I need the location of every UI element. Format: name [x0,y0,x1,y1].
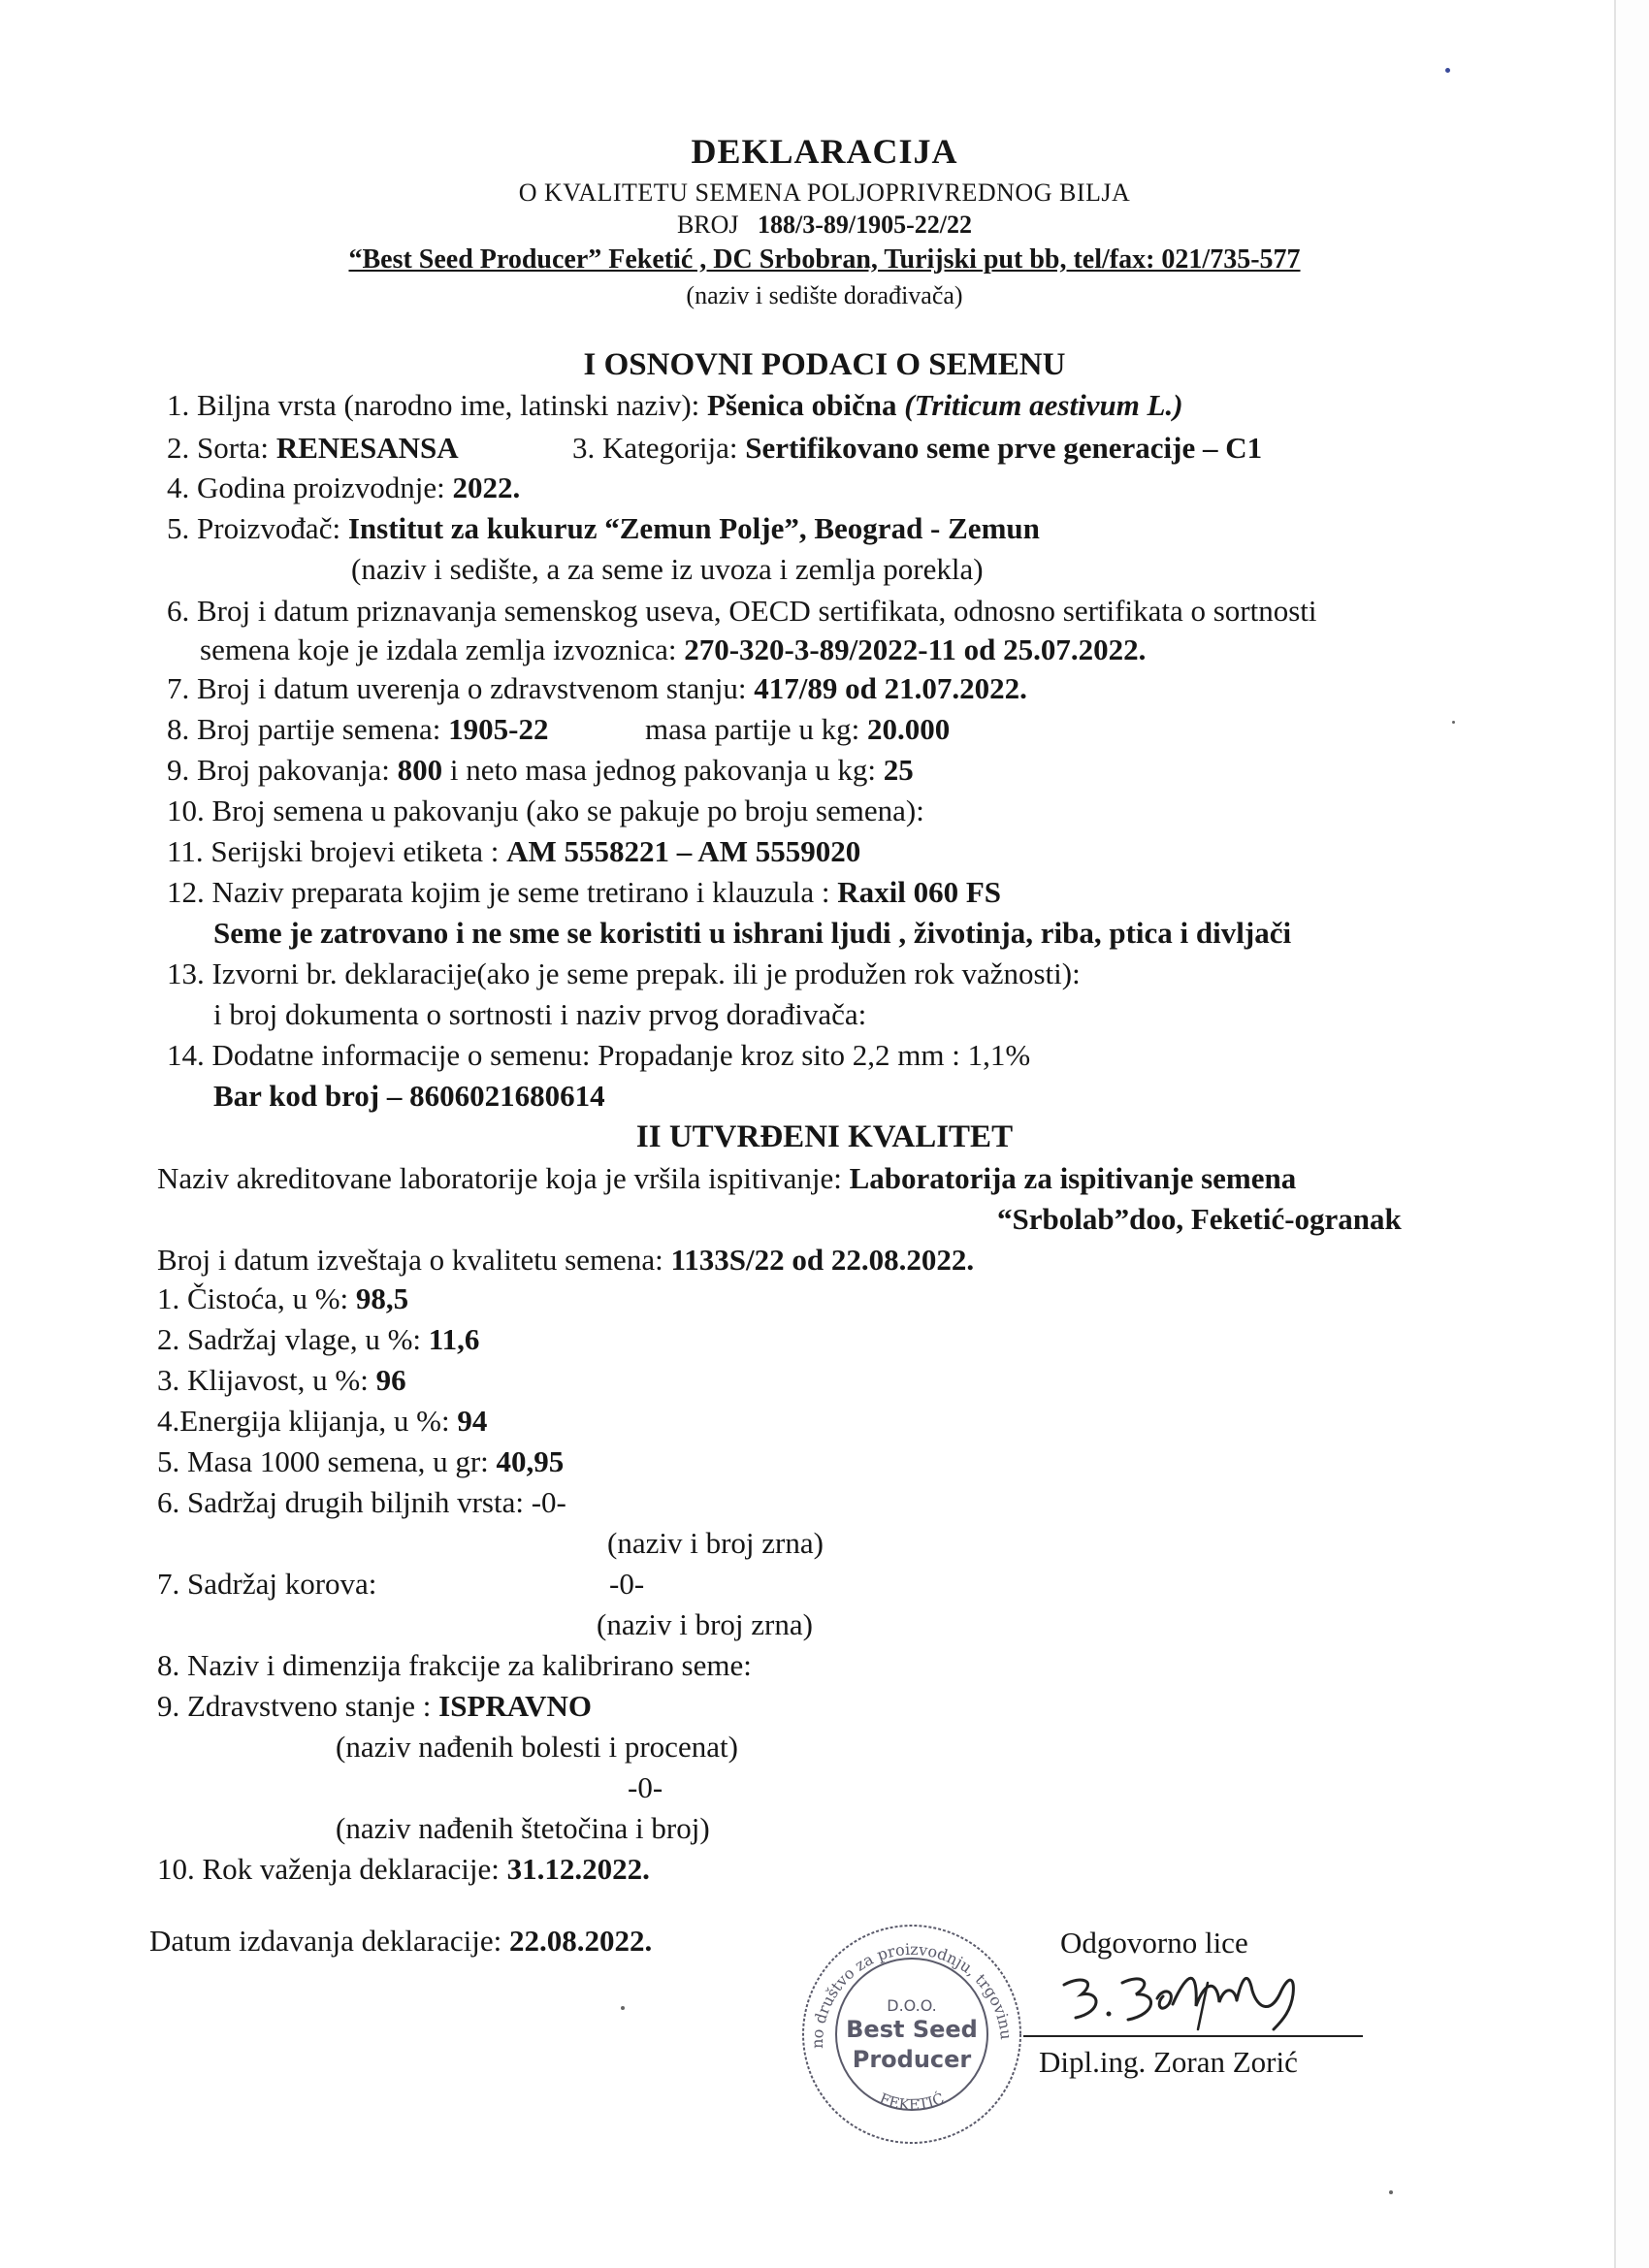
item-8-label: 8. Broj partije semena: [167,712,449,746]
item-4-value: 2022. [452,470,521,504]
quality-2 [157,1322,479,1357]
item-9-net-label: i neto masa jednog pakovanja u kg: [442,753,884,787]
item-7 [167,671,1027,706]
quality-7-value: -0- [609,1567,645,1601]
quality-1 [157,1281,408,1316]
doc-title: DEKLARACIJA [691,132,958,171]
item-2-value: RENESANSA [275,431,459,465]
issue-date-label: Datum izdavanja deklaracije: [149,1924,509,1958]
signature [1052,1961,1343,2039]
quality-5-label: 5. Masa 1000 semena, u gr: [157,1444,497,1478]
quality-9-label: 9. Zdravstveno stanje : [157,1689,439,1723]
stamp-svg [795,1916,1028,2149]
lab-label: Naziv akreditovane laboratorije koja je vršila ispitivanje: [157,1161,850,1195]
report-label: Broj i datum izveštaja o kvalitetu semena: [157,1243,671,1277]
quality-8: 8. Naziv i dimenzija frakcije za kalibrirano seme: [157,1648,752,1682]
processor-line: “Best Seed Producer” Feketić , DC Srbobran, Turijski put bb, tel/fax: 021/735-577 [348,244,1301,275]
responsible-name: Dipl.ing. Zoran Zorić [1039,2045,1298,2079]
item-2 [167,431,459,466]
quality-1-value: 98,5 [355,1281,409,1315]
item-9-net-value: 25 [883,753,914,787]
report-value: 1133S/22 od 22.08.2022. [670,1243,975,1277]
item-1-value: Pšenica obična [707,388,905,422]
doc-subtitle: O KVALITETU SEMENA POLJOPRIVREDNOG BILJA [518,178,1131,207]
stamp-line-2: Producer [852,2046,972,2073]
doc-number-label: BROJ [676,211,739,239]
responsible-label: Odgovorno lice [1060,1926,1248,1960]
issue-date-value: 22.08.2022. [508,1924,653,1958]
item-11 [167,834,860,869]
item-8-mass [645,712,950,747]
quality-6-note: (naziv i broj zrna) [607,1526,824,1560]
item-12-value: Raxil 060 FS [837,875,1001,909]
item-1-label: 1. Biljna vrsta (narodno ime, latinski naziv): [167,388,708,422]
item-13-line1: 13. Izvorni br. deklaracije(ako je seme prepak. ili je produžen rok važnosti): [167,956,1081,990]
quality-10-label: 10. Rok važenja deklaracije: [157,1852,507,1886]
quality-4-label: 4.Energija klijanja, u %: [157,1404,458,1438]
doc-number [0,211,1649,240]
item-8-mass-value: 20.000 [867,712,951,746]
item-13-line2: i broj dokumenta o sortnosti i naziv prvog dorađivača: [213,997,867,1031]
item-5 [167,511,1040,546]
item-9-label: 9. Broj pakovanja: [167,753,398,787]
stamp-line-1: Best Seed [846,2016,978,2043]
signature-svg [1052,1961,1343,2039]
item-6-value: 270-320-3-89/2022-11 od 25.07.2022. [684,632,1147,666]
quality-3-label: 3. Klijavost, u %: [157,1363,376,1397]
signature-line [1023,2035,1363,2037]
item-7-label: 7. Broj i datum uverenja o zdravstvenom stanju: [167,671,755,705]
quality-9 [157,1689,592,1724]
item-6-label: semena koje je izdala zemlja izvoznica: [200,632,685,666]
item-3-value: Sertifikovano seme prve generacije – C1 [745,431,1263,465]
quality-3-value: 96 [375,1363,406,1397]
scan-speck [1452,721,1455,724]
item-11-value: AM 5558221 – AM 5559020 [506,834,861,868]
item-2-label: 2. Sorta: [167,431,276,465]
section-2-title: II UTVRĐENI KVALITET [635,1119,1014,1154]
quality-5-value: 40,95 [496,1444,565,1478]
scan-speck [1389,2190,1393,2194]
item-7-value: 417/89 od 21.07.2022. [754,671,1027,705]
issue-date [149,1924,652,1959]
doc-number-value: 188/3-89/1905-22/22 [758,211,973,239]
item-8-mass-label: masa partije u kg: [645,712,867,746]
quality-9-value: ISPRAVNO [438,1689,593,1723]
quality-4-value: 94 [457,1404,488,1438]
quality-10-value: 31.12.2022. [506,1852,650,1886]
quality-7-note: (naziv i broj zrna) [597,1607,813,1641]
quality-7: 7. Sadržaj korova: [157,1567,377,1601]
scan-speck [1445,68,1450,73]
item-3 [572,431,1262,466]
item-6-line2 [200,632,1146,667]
processor-note: (naziv i sedište dorađivača) [686,281,963,309]
item-3-label: 3. Kategorija: [572,431,746,465]
item-14: 14. Dodatne informacije o semenu: Propadanje kroz sito 2,2 mm : 1,1% [167,1038,1031,1072]
item-8 [167,712,548,747]
report-line [157,1243,974,1278]
quality-3 [157,1363,406,1398]
quality-6: 6. Sadržaj drugih biljnih vrsta: -0- [157,1485,566,1519]
quality-2-value: 11,6 [428,1322,480,1356]
item-5-value: Institut za kukuruz “Zemun Polje”, Beograd - Zemun [347,511,1040,545]
company-stamp [795,1916,1028,2149]
item-5-label: 5. Proizvođač: [167,511,348,545]
item-4-label: 4. Godina proizvodnje: [167,470,453,504]
item-14-barcode: Bar kod broj – 8606021680614 [213,1079,605,1113]
quality-1-label: 1. Čistoća, u %: [157,1281,356,1315]
lab-value: Laboratorija za ispitivanje semena [849,1161,1297,1195]
item-11-label: 11. Serijski brojevi etiketa : [167,834,507,868]
item-12 [167,875,1001,910]
item-12-warning: Seme je zatrovano i ne sme se koristiti u ishrani ljudi , životinja, riba, ptica i divljači [213,916,1292,950]
item-9-value: 800 [397,753,443,787]
lab-line [157,1161,1296,1196]
item-8-value: 1905-22 [448,712,549,746]
scan-speck [621,2006,625,2010]
section-1-title: I OSNOVNI PODACI O SEMENU [583,347,1066,382]
item-1-latin: (Triticum aestivum L.) [904,388,1183,422]
quality-9-note-2: (naziv nađenih štetočina i broj) [336,1811,710,1845]
stamp-text-bottom: FEKETIĆ [877,2090,947,2114]
stamp-doo: D.O.O. [887,1996,937,2015]
quality-4 [157,1404,487,1439]
quality-10 [157,1852,650,1887]
item-6-line1: 6. Broj i datum priznavanja semenskog useva, OECD sertifikata, odnosno sertifikata o sortnosti [167,594,1317,628]
quality-9-value-2: -0- [628,1770,663,1804]
item-5-note: (naziv i sedište, a za seme iz uvoza i zemlja porekla) [351,552,984,586]
item-4 [167,470,520,505]
lab-value-2: “Srbolab”doo, Feketić-ogranak [997,1202,1402,1236]
item-10: 10. Broj semena u pakovanju (ako se pakuje po broju semena): [167,794,924,827]
quality-9-note-1: (naziv nađenih bolesti i procenat) [336,1730,738,1764]
quality-5 [157,1444,564,1479]
item-1 [167,388,1183,423]
quality-2-label: 2. Sadržaj vlage, u %: [157,1322,429,1356]
item-9 [167,753,914,788]
item-12-label: 12. Naziv preparata kojim je seme tretirano i klauzula : [167,875,838,909]
stamp-text-arc: no društvo za proizvodnju, trgovinu [807,1939,1016,2049]
